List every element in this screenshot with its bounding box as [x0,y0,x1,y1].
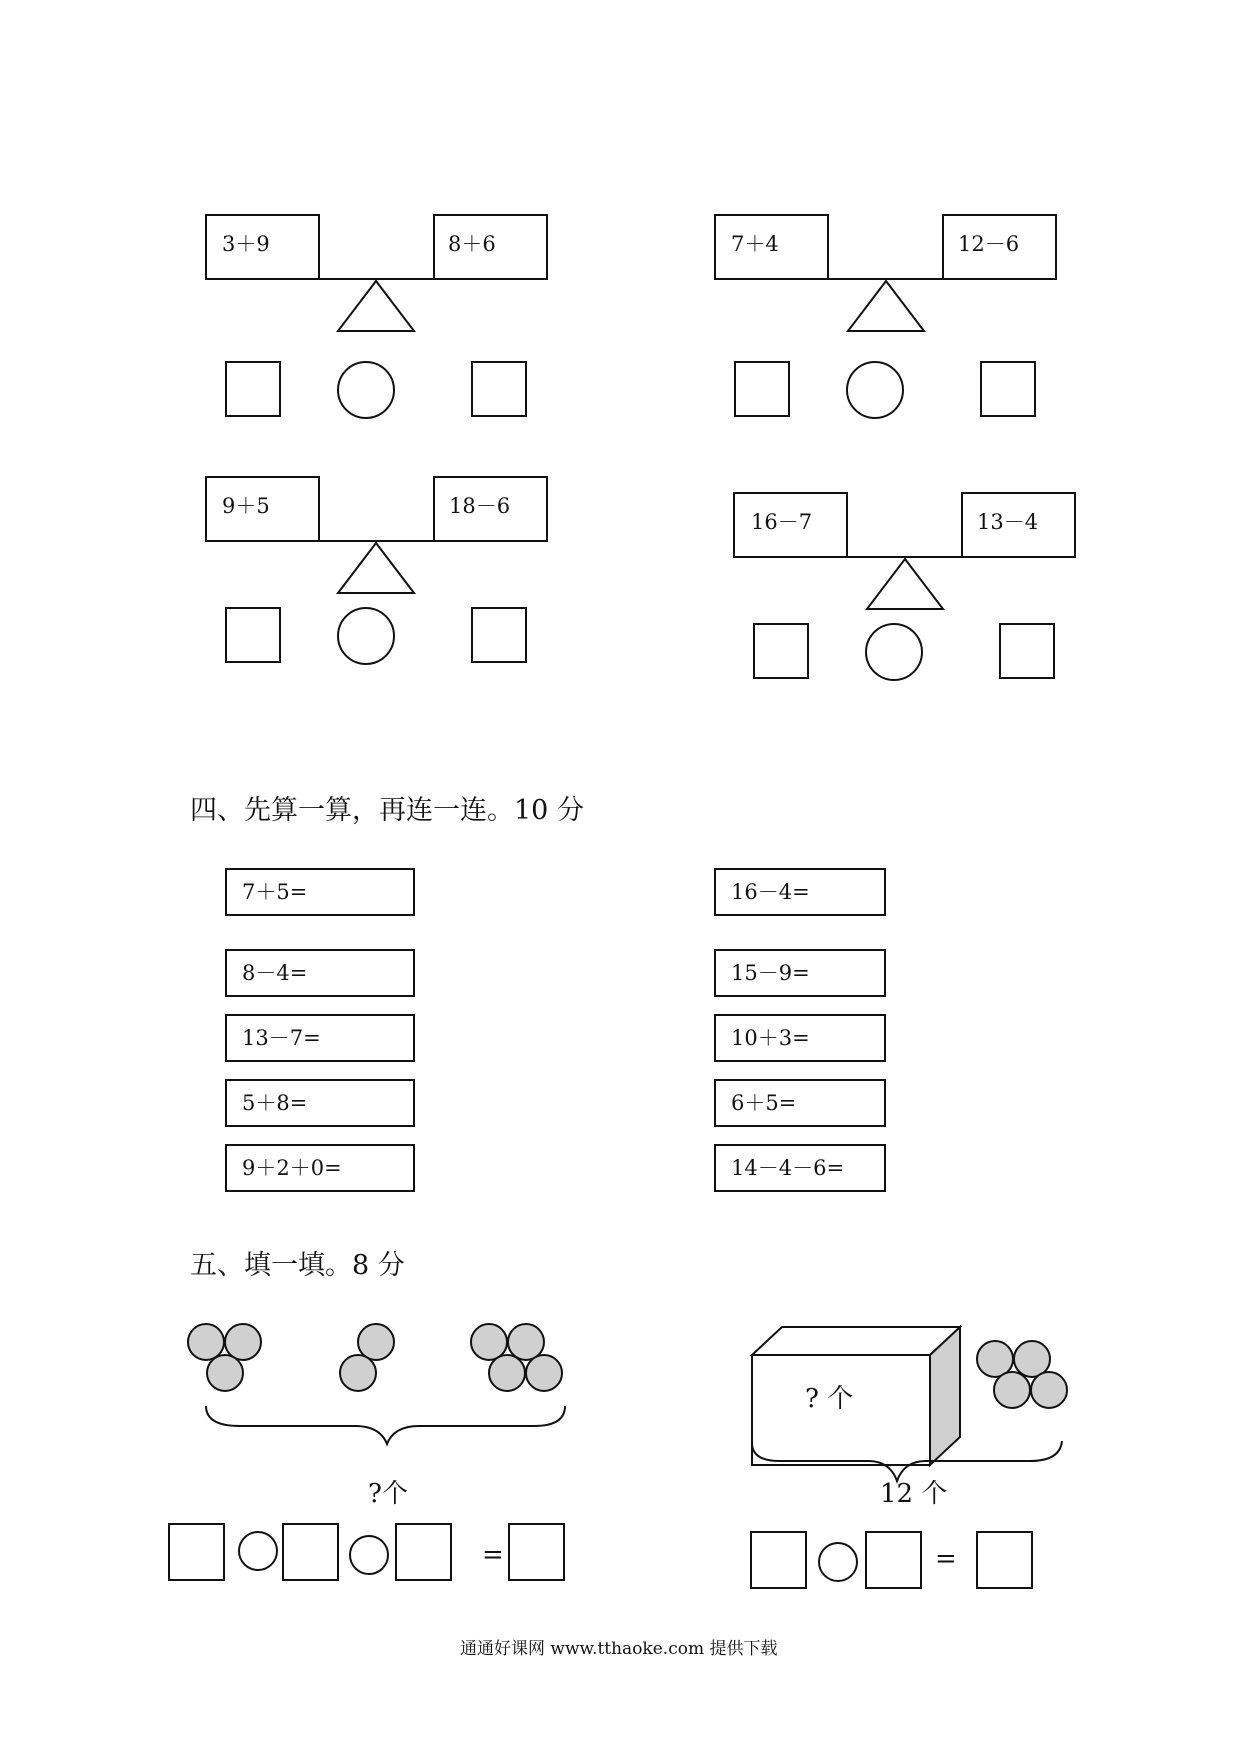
right-equals-sign: = [935,1544,957,1574]
match-left-item-4[interactable]: 5＋8= [225,1079,415,1127]
ball-group-2 [340,1324,394,1391]
left-answer-box-3[interactable] [395,1523,452,1581]
match-left-item-5[interactable]: 9＋2＋0= [225,1144,415,1192]
match-right-item-1[interactable]: 16－4= [714,868,886,916]
match-right-item-4[interactable]: 6＋5= [714,1079,886,1127]
ball-group-1 [188,1324,261,1391]
box-and-balls-illustration [740,1315,1080,1485]
answer-circle-compare[interactable] [846,361,904,419]
left-equals-sign: = [482,1540,504,1570]
match-left-item-3[interactable]: 13－7= [225,1014,415,1062]
balance-right-expression: 13－4 [977,510,1039,534]
curly-brace [206,1406,565,1444]
right-answer-box-2[interactable] [865,1531,922,1589]
balance-right-expression: 18－6 [449,494,511,518]
visible-balls [977,1341,1067,1408]
left-answer-box-2[interactable] [282,1523,339,1581]
right-answer-box-result[interactable] [976,1531,1033,1589]
left-answer-box-result[interactable] [508,1523,565,1581]
match-right-item-2[interactable]: 15－9= [714,949,886,997]
answer-box-right[interactable] [980,361,1036,417]
cuboid-box [752,1327,960,1465]
balance-left-expression: 7＋4 [731,232,779,256]
answer-circle-compare[interactable] [865,623,923,681]
box-unknown-label: ? 个 [805,1384,854,1414]
right-answer-box-1[interactable] [750,1531,807,1589]
match-right-item-5[interactable]: 14－4－6= [714,1144,886,1192]
balance-left-expression: 3＋9 [222,232,270,256]
section-five-heading: 五、填一填。8 分 [190,1250,405,1281]
answer-box-right[interactable] [471,607,527,663]
ball-groups-illustration [180,1310,580,1450]
balance-fulcrum-triangle [334,279,418,333]
match-right-item-3[interactable]: 10＋3= [714,1014,886,1062]
left-operator-circle-1[interactable] [238,1531,278,1571]
section-four-heading: 四、先算一算，再连一连。10 分 [190,795,584,826]
match-left-item-1[interactable]: 7＋5= [225,868,415,916]
left-operator-circle-2[interactable] [349,1535,389,1575]
answer-box-left[interactable] [225,607,281,663]
answer-box-right[interactable] [471,361,527,417]
balance-fulcrum-triangle [844,279,928,333]
answer-circle-compare[interactable] [337,607,395,665]
balance-left-expression: 9＋5 [222,494,270,518]
footer-source-text: 通通好课网 www.tthaoke.com 提供下载 [460,1639,778,1659]
answer-box-left[interactable] [734,361,790,417]
balance-fulcrum-triangle [863,557,947,611]
right-total-label: 12 个 [880,1479,948,1509]
balance-left-expression: 16－7 [751,510,813,534]
left-total-label: ?个 [368,1479,408,1509]
answer-circle-compare[interactable] [337,361,395,419]
right-operator-circle[interactable] [818,1542,858,1582]
balance-right-expression: 8＋6 [448,232,496,256]
answer-box-left[interactable] [225,361,281,417]
ball-group-3 [471,1324,562,1391]
answer-box-right[interactable] [999,623,1055,679]
match-left-item-2[interactable]: 8－4= [225,949,415,997]
balance-right-expression: 12－6 [958,232,1020,256]
balance-fulcrum-triangle [334,541,418,595]
answer-box-left[interactable] [753,623,809,679]
left-answer-box-1[interactable] [168,1523,225,1581]
